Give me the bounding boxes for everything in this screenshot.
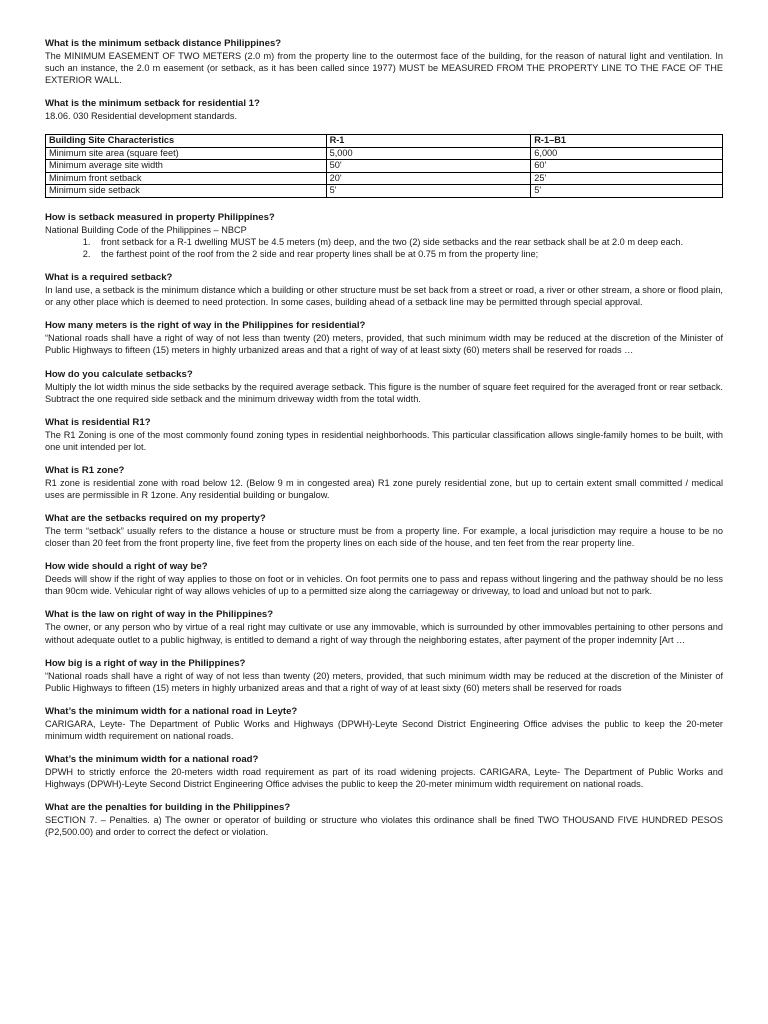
table-header-row (46, 135, 723, 148)
answer-text: “National roads shall have a right of way of not less than twenty (20) meters, provided, that such minimum width may be reduced at the discretion of the Minister of Public Highways to fifteen (15) meters in highly urbanized areas and that a right of way of at least sixty (60) meters shall be reserved for roads … (45, 333, 723, 356)
qa-section (45, 320, 723, 356)
question-heading: How many meters is the right of way in the Philippines for residential? (45, 320, 366, 332)
qa-section (45, 417, 723, 453)
qa-section (45, 38, 723, 86)
table-row (46, 147, 723, 160)
qa-section (45, 369, 723, 405)
answer-text: In land use, a setback is the minimum distance which a building or other structure must be set back from a street or road, a river or other stream, a shore or flood plain, or any other place which is deemed to need protection. In some cases, building ahead of a setback line may be permitted through special approval. (45, 285, 723, 308)
answer-text: The R1 Zoning is one of the most commonly found zoning types in residential neighborhoods. This particular classification allows single-family homes to be built, with one unit intended per lot. (45, 429, 723, 452)
answer-text: CARIGARA, Leyte- The Department of Public Works and Highways (DPWH)-Leyte Second District Engineering Office advises the public to keep the 20-meter minimum width requirement on national roads. (45, 718, 723, 741)
answer-text: 18.06. 030 Residential development standards. (45, 111, 238, 122)
list-item: 1. front setback for a R-1 dwelling MUST be 4.5 meters (m) deep, and the two (2) side setbacks and the rear setback shall be at 2.0 m deep each. (93, 236, 723, 248)
setback-table (45, 134, 723, 198)
answer-text: The term “setback” usually refers to the distance a house or structure must be from a property line. For example, a local jurisdiction may require a house to be no closer than 20 feet from the front property line, five feet from the property lines on each side of the house, and ten feet from the rear property line. (45, 526, 723, 549)
table-header-cell: R-1–B1 (531, 135, 723, 148)
question-heading: How do you calculate setbacks? (45, 368, 193, 380)
table-cell: Minimum site area (square feet) (46, 147, 327, 160)
qa-section (45, 513, 723, 549)
question-heading: What’s the minimum width for a national road in Leyte? (45, 705, 298, 717)
table-header-cell: R-1 (326, 135, 531, 148)
qa-section (45, 98, 723, 122)
table-cell: Minimum average site width (46, 160, 327, 173)
qa-section (45, 609, 723, 645)
table-cell: 60' (531, 160, 723, 173)
answer-text: “National roads shall have a right of way of not less than twenty (20) meters, provided, that such minimum width may be reduced at the discretion of the Minister of Public Highways to fifteen (15) meters in highly urbanized areas and that a right of way of at least sixty (60) meters shall be reserved for roads (45, 670, 723, 693)
table-row (46, 160, 723, 173)
table-row (46, 185, 723, 198)
question-heading: What is R1 zone? (45, 464, 125, 476)
table-cell: 5,000 (326, 147, 531, 160)
list-item: 2. the farthest point of the roof from the 2 side and rear property lines shall be at 0.75 m from the property line; (93, 248, 723, 260)
table-cell: 20' (326, 172, 531, 185)
question-heading: How wide should a right of way be? (45, 561, 208, 573)
table-cell: 5' (326, 185, 531, 198)
qa-section (45, 658, 723, 694)
table-cell: Minimum front setback (46, 172, 327, 185)
question-heading: How is setback measured in property Philippines? (45, 211, 275, 223)
answer-text: SECTION 7. – Penalties. a) The owner or operator of building or structure who violates this ordinance shall be fined TWO THOUSAND FIVE HUNDRED PESOS (P2,500.00) and order to correct the defect or violation. (45, 815, 723, 838)
question-heading: What is residential R1? (45, 416, 151, 428)
answer-text: R1 zone is residential zone with road below 12. (Below 9 m in congested area) R1 zone purely residential zone, but up to certain extent small committed / medical uses are permissible in R 1zone. Any residential building or bungalow. (45, 477, 723, 500)
answer-text: National Building Code of the Philippines – NBCP (45, 224, 247, 235)
qa-section (45, 561, 723, 597)
table-cell: 50' (326, 160, 531, 173)
numbered-list (45, 236, 723, 260)
question-heading: What are the penalties for building in the Philippines? (45, 802, 291, 814)
question-heading: What is a required setback? (45, 272, 173, 284)
table-cell: Minimum side setback (46, 185, 327, 198)
table-header-cell: Building Site Characteristics (46, 135, 327, 148)
table-cell: 25' (531, 172, 723, 185)
question-heading: What are the setbacks required on my property? (45, 513, 266, 525)
question-heading: What is the minimum setback for residential 1? (45, 98, 260, 110)
table-cell: 5' (531, 185, 723, 198)
qa-section (45, 272, 723, 308)
qa-section (45, 754, 723, 790)
answer-text: Multiply the lot width minus the side setbacks by the required average setback. This figure is the number of square feet required for the averaged front or rear setback. Subtract the one required side setback and the minimum driveway width from the total width. (45, 381, 723, 404)
answer-text: The MINIMUM EASEMENT OF TWO METERS (2.0 m) from the property line to the outermost face of the building, for the reason of natural light and ventilation. In such an instance, the 2.0 m easement (or setback, as it has been called since 1977) MUST be MEASURED FROM THE PROPERTY LINE TO THE FACE OF THE EXTERIOR WALL. (45, 51, 723, 86)
question-heading: What is the minimum setback distance Philippines? (45, 38, 282, 49)
table-cell: 6,000 (531, 147, 723, 160)
qa-section (45, 802, 723, 838)
qa-section (45, 465, 723, 501)
question-heading: How big is a right of way in the Philippines? (45, 657, 246, 669)
table-row (46, 172, 723, 185)
qa-section (45, 706, 723, 742)
answer-text: The owner, or any person who by virtue of a real right may cultivate or use any immovable, which is surrounded by other immovables pertaining to other persons and without adequate outlet to a public highway, is entitled to demand a right of way through the neighboring estates, after payment of the proper indemnity [Art … (45, 622, 723, 645)
qa-section (45, 212, 723, 260)
answer-text: Deeds will show if the right of way applies to those on foot or in vehicles. On foot permits one to pass and repass without lingering and the pathway should be no less than 90cm wide. Vehicular right of way allows vehicles of up to a permitted size along the carriageway or driveway, to load and unload but not to park. (45, 574, 723, 597)
question-heading: What is the law on right of way in the Philippines? (45, 609, 274, 621)
question-heading: What’s the minimum width for a national road? (45, 754, 259, 766)
answer-text: DPWH to strictly enforce the 20-meters width road requirement as part of its road widening projects. CARIGARA, Leyte- The Department of Public Works and Highways (DPWH)-Leyte Second District Engineering Office advises the public to keep the 20-meter minimum width requirement on national roads. (45, 767, 723, 790)
